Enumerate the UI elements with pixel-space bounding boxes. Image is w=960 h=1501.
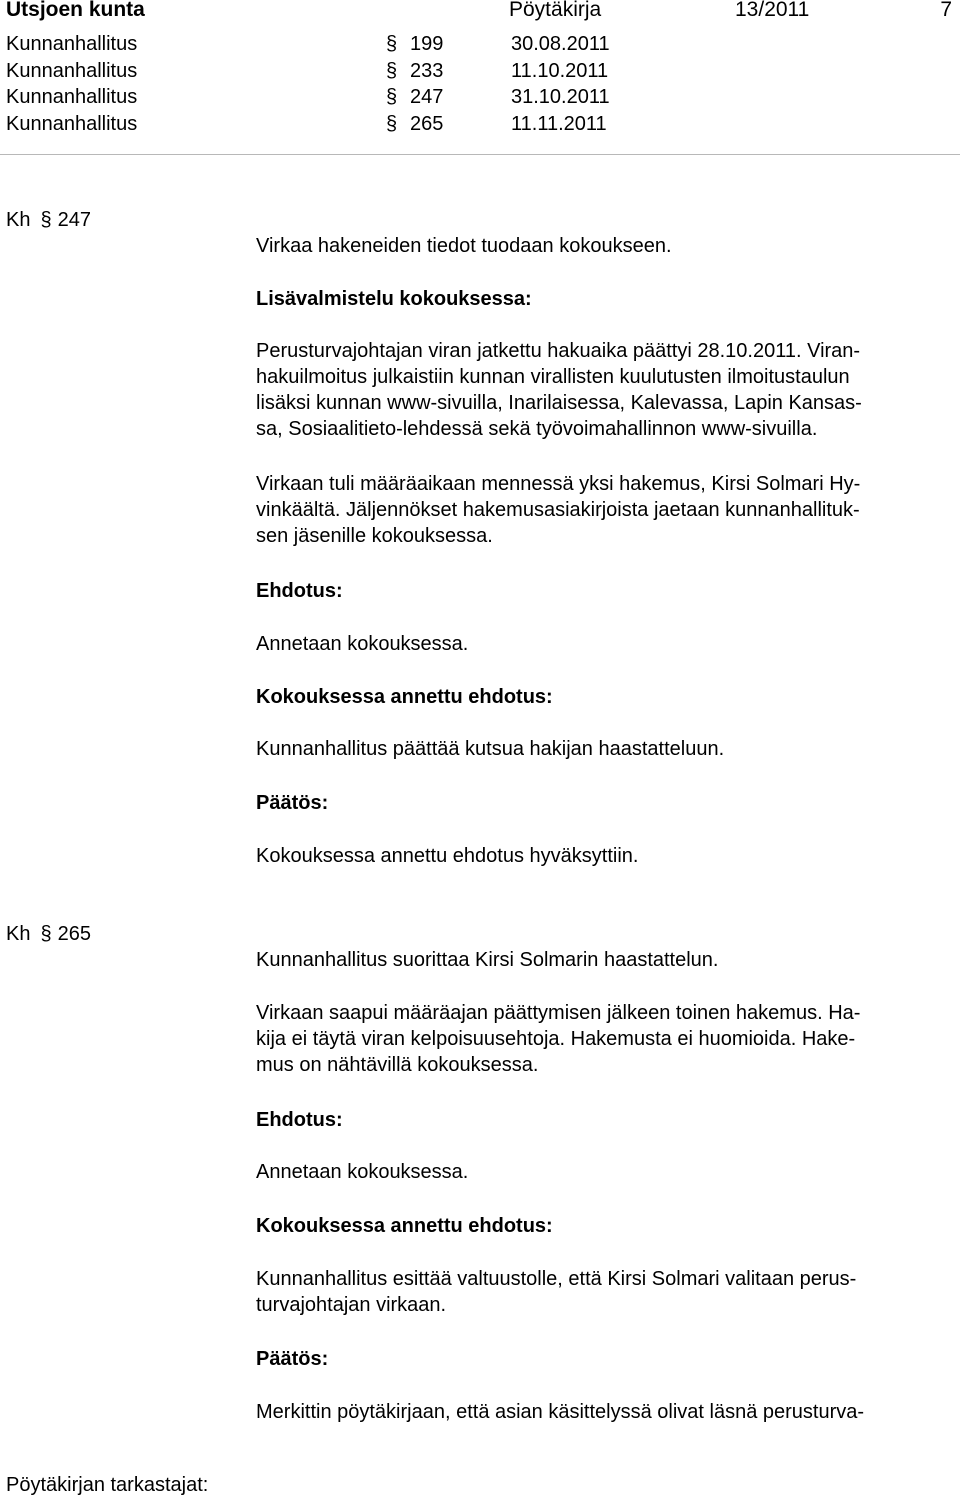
handling-history [6, 31, 946, 137]
document-type: Pöytäkirja [509, 0, 602, 21]
section-reference [6, 207, 91, 233]
history-body: Kunnanhallitus [6, 33, 138, 55]
decision-heading: Päätös: [256, 792, 329, 814]
decision-text: Merkittin pöytäkirjaan, että asian käsittelyssä olivat läsnä perusturva- [256, 1401, 865, 1423]
section-sign: § [40, 923, 52, 945]
history-number: 199 [410, 33, 444, 55]
page-footer [6, 1472, 208, 1498]
section-sign: § [386, 59, 398, 82]
history-row [6, 84, 946, 111]
section-number: 247 [57, 209, 91, 231]
page-header [0, 0, 960, 25]
section-number: 265 [57, 923, 91, 945]
section-sign: § [386, 33, 398, 55]
history-number: 247 [410, 86, 444, 109]
history-row [6, 58, 946, 85]
history-row [6, 31, 946, 58]
proposal-heading: Ehdotus: [256, 1109, 343, 1131]
meeting-proposal-heading: Kokouksessa annettu ehdotus: [256, 686, 553, 708]
prep-paragraph: Perusturvajohtajan viran jatkettu hakuaika päättyi 28.10.2011. Viran- hakuilmoitus julkaistiin kunnan virallisten kuulutusten ilmoitustaulun lisäksi kunnan www-sivuilla, Inarilaisessa, Kalevassa, Lapin Kansas- sa, Sosiaalitieto-lehdessä sekä työvoimahallinnon www-sivuilla. [256, 340, 862, 440]
proposal-heading: Ehdotus: [256, 580, 343, 602]
section-prefix: Kh [6, 923, 31, 945]
meeting-proposal-text: Kunnanhallitus päättää kutsua hakijan haastatteluun. [256, 738, 725, 760]
history-body: Kunnanhallitus [6, 86, 138, 109]
proposal-text: Annetaan kokouksessa. [256, 633, 469, 655]
section-intro: Kunnanhallitus suorittaa Kirsi Solmarin haastattelun. [256, 949, 719, 971]
section-prefix: Kh [6, 209, 31, 231]
meeting-proposal-text: Kunnanhallitus esittää valtuustolle, että Kirsi Solmari valitaan perus- turvajohtajan virkaan. [256, 1268, 857, 1316]
header-divider [0, 154, 960, 155]
history-body: Kunnanhallitus [6, 59, 138, 82]
history-date: 11.10.2011 [511, 59, 609, 82]
history-row [6, 111, 946, 138]
history-date: 11.11.2011 [511, 112, 607, 135]
history-number: 233 [410, 59, 444, 82]
reviewers-label: Pöytäkirjan tarkastajat: [6, 1474, 209, 1496]
proposal-text: Annetaan kokouksessa. [256, 1161, 469, 1183]
document-number: 13/2011 [735, 0, 810, 21]
page-number: 7 [940, 0, 952, 21]
history-date: 30.08.2011 [511, 33, 610, 55]
history-date: 31.10.2011 [511, 86, 610, 109]
section-reference [6, 921, 91, 947]
section-sign: § [386, 112, 398, 135]
applicant-paragraph: Virkaan tuli määräaikaan mennessä yksi hakemus, Kirsi Solmari Hy- vinkäältä. Jäljennökset hakemusasiakirjoista jaetaan kunnanhallituk- sen jäsenille kokouksessa. [256, 473, 861, 547]
section-sign: § [386, 86, 398, 109]
section-intro: Virkaa hakeneiden tiedot tuodaan kokoukseen. [256, 235, 672, 257]
decision-text: Kokouksessa annettu ehdotus hyväksyttiin. [256, 845, 639, 867]
section-sign: § [40, 209, 52, 231]
meeting-proposal-heading: Kokouksessa annettu ehdotus: [256, 1215, 553, 1237]
history-body: Kunnanhallitus [6, 112, 138, 135]
history-number: 265 [410, 112, 444, 135]
prep-heading: Lisävalmistelu kokouksessa: [256, 288, 532, 310]
decision-heading: Päätös: [256, 1348, 329, 1370]
late-application-paragraph: Virkaan saapui määräajan päättymisen jälkeen toinen hakemus. Ha- kija ei täytä viran kelpoisuusehtoja. Hakemusta ei huomioida. Hake- mus on nähtävillä kokouksessa. [256, 1002, 861, 1076]
organization-name: Utsjoen kunta [6, 0, 145, 21]
